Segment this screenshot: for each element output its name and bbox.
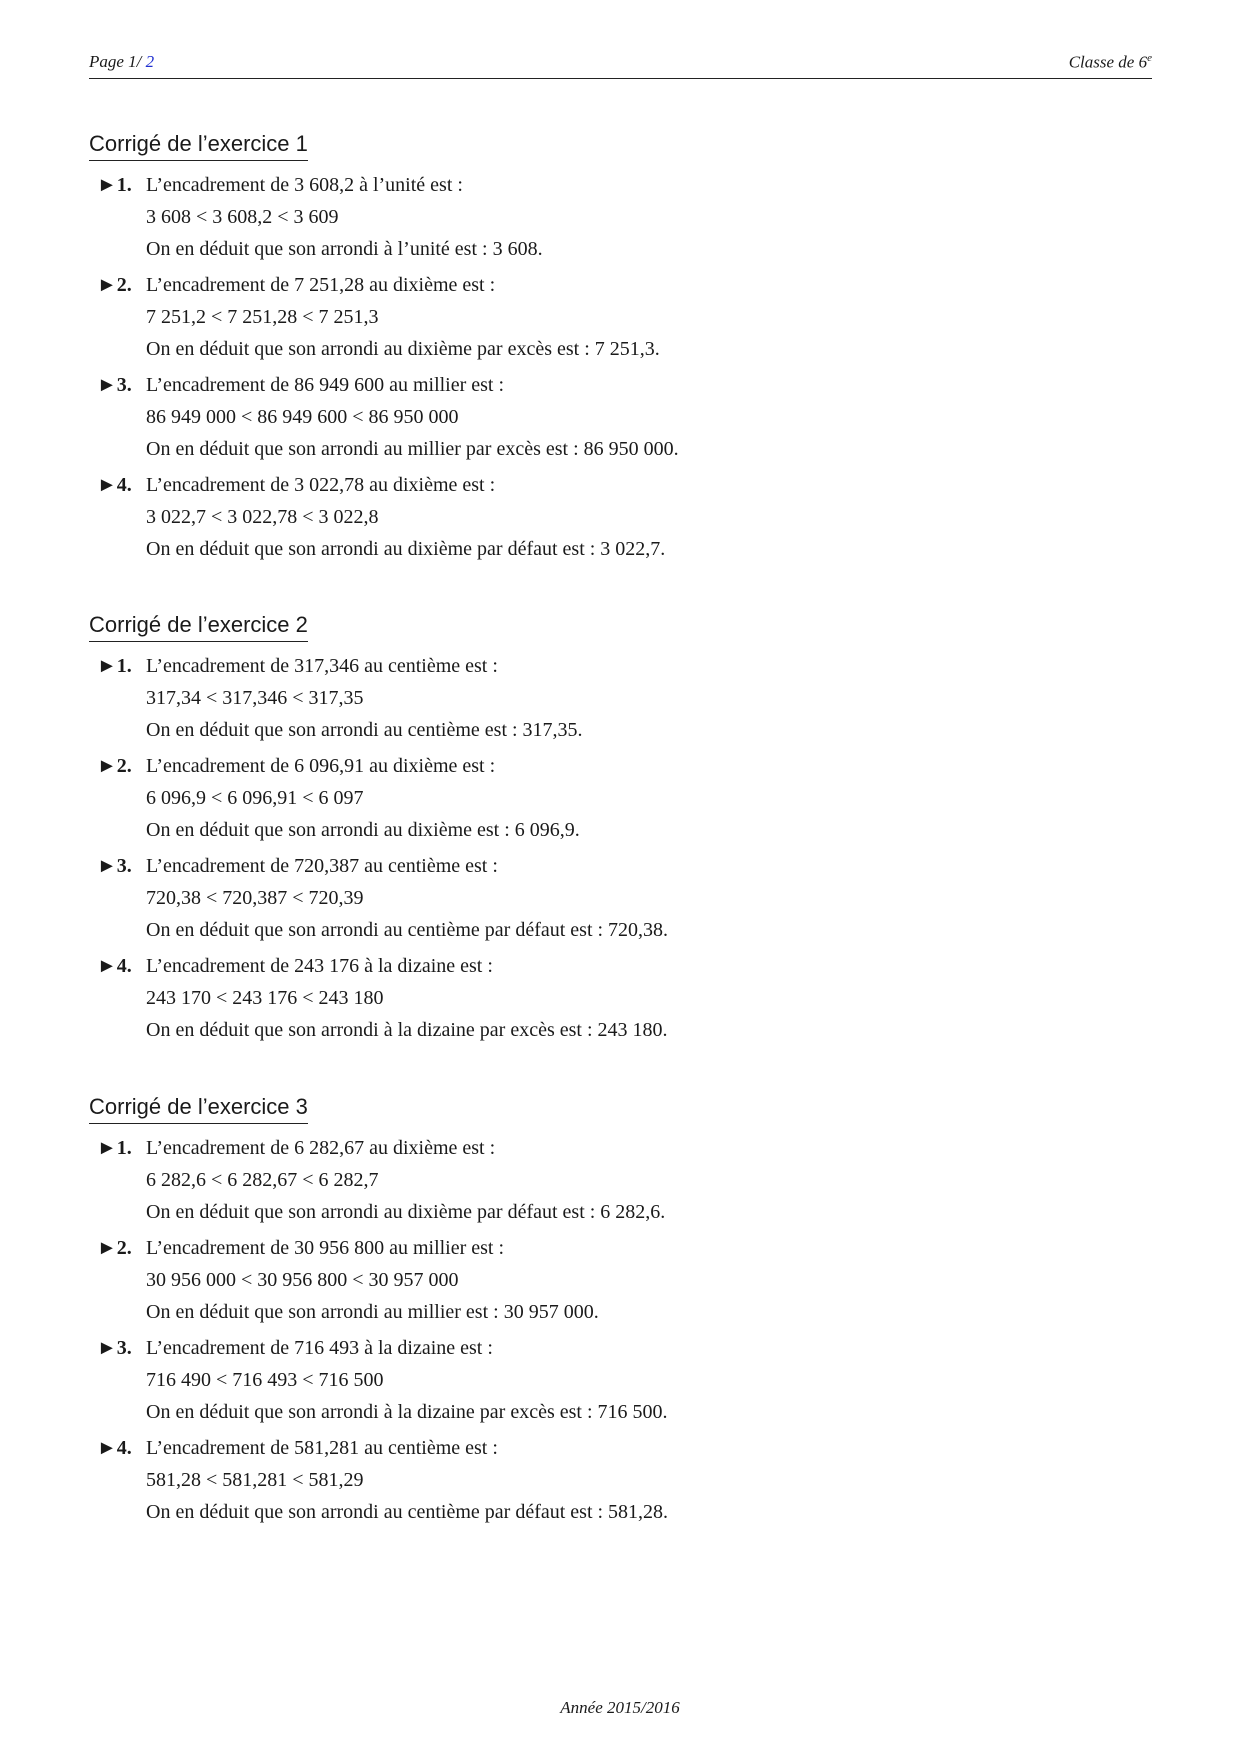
section-title: Corrigé de l’exercice 2 [89, 611, 308, 642]
item-line: 3 608 < 3 608,2 < 3 609 [146, 206, 339, 228]
item-marker: ►1. [97, 655, 132, 677]
item-line: L’encadrement de 7 251,28 au dixième est : [146, 274, 496, 296]
item-marker: ►1. [97, 1137, 132, 1159]
item-line: 581,28 < 581,281 < 581,29 [146, 1469, 364, 1491]
item-marker: ►3. [97, 1337, 132, 1359]
page-total-link[interactable]: 2 [145, 52, 155, 71]
list-item [97, 1232, 1152, 1328]
item-line: On en déduit que son arrondi au centième est : 317,35. [146, 719, 583, 741]
item-line: L’encadrement de 720,387 au centième est : [146, 855, 498, 877]
item-line: 716 490 < 716 493 < 716 500 [146, 1369, 384, 1391]
item-marker: ►4. [97, 1437, 132, 1459]
list-item [97, 269, 1152, 365]
list-item [97, 1432, 1152, 1528]
item-line: 3 022,7 < 3 022,78 < 3 022,8 [146, 506, 379, 528]
list-item [97, 369, 1152, 465]
item-line: L’encadrement de 6 282,67 au dixième est : [146, 1137, 496, 1159]
item-line: On en déduit que son arrondi au centième par défaut est : 581,28. [146, 1501, 669, 1523]
page-number: Page 1/ 2 [89, 52, 155, 71]
list-item [97, 950, 1152, 1046]
item-line: 6 282,6 < 6 282,67 < 6 282,7 [146, 1169, 379, 1191]
list-item [97, 169, 1152, 265]
item-marker: ►4. [97, 474, 132, 496]
item-line: L’encadrement de 6 096,91 au dixième est : [146, 755, 496, 777]
item-line: On en déduit que son arrondi à la dizaine par excès est : 716 500. [146, 1401, 668, 1423]
item-line: L’encadrement de 581,281 au centième est : [146, 1437, 498, 1459]
exercise-section-2 [89, 611, 1152, 1050]
item-line: On en déduit que son arrondi au dixième par défaut est : 3 022,7. [146, 538, 666, 560]
section-title: Corrigé de l’exercice 3 [89, 1093, 308, 1124]
list-item [97, 850, 1152, 946]
exercise-section-3 [89, 1093, 1152, 1532]
item-line: On en déduit que son arrondi à l’unité est : 3 608. [146, 238, 543, 260]
exercise-section-1 [89, 130, 1152, 569]
item-line: L’encadrement de 3 608,2 à l’unité est : [146, 174, 463, 196]
list-item [97, 650, 1152, 746]
section-title: Corrigé de l’exercice 1 [89, 130, 308, 161]
item-line: L’encadrement de 243 176 à la dizaine est : [146, 955, 493, 977]
list-item [97, 750, 1152, 846]
item-line: 6 096,9 < 6 096,91 < 6 097 [146, 787, 364, 809]
item-line: L’encadrement de 30 956 800 au millier est : [146, 1237, 505, 1259]
list-item [97, 1332, 1152, 1428]
item-line: 7 251,2 < 7 251,28 < 7 251,3 [146, 306, 379, 328]
item-marker: ►3. [97, 374, 132, 396]
item-marker: ►1. [97, 174, 132, 196]
item-line: On en déduit que son arrondi au dixième par défaut est : 6 282,6. [146, 1201, 666, 1223]
item-line: On en déduit que son arrondi au dixième est : 6 096,9. [146, 819, 580, 841]
list-item [97, 1132, 1152, 1228]
item-marker: ►2. [97, 274, 132, 296]
item-line: On en déduit que son arrondi au millier par excès est : 86 950 000. [146, 438, 679, 460]
item-line: On en déduit que son arrondi au millier est : 30 957 000. [146, 1301, 599, 1323]
item-line: 720,38 < 720,387 < 720,39 [146, 887, 364, 909]
item-marker: ►3. [97, 855, 132, 877]
item-line: L’encadrement de 317,346 au centième est : [146, 655, 498, 677]
item-line: On en déduit que son arrondi au centième par défaut est : 720,38. [146, 919, 669, 941]
item-line: L’encadrement de 86 949 600 au millier est : [146, 374, 505, 396]
item-marker: ►2. [97, 1237, 132, 1259]
page-footer: Année 2015/2016 [560, 1698, 680, 1717]
item-marker: ►4. [97, 955, 132, 977]
page-header [89, 50, 1152, 79]
item-line: On en déduit que son arrondi à la dizaine par excès est : 243 180. [146, 1019, 668, 1041]
item-line: L’encadrement de 3 022,78 au dixième est : [146, 474, 496, 496]
item-line: 317,34 < 317,346 < 317,35 [146, 687, 364, 709]
item-line: 86 949 000 < 86 949 600 < 86 950 000 [146, 406, 459, 428]
class-label: Classe de 6e [1068, 52, 1152, 72]
item-line: On en déduit que son arrondi au dixième par excès est : 7 251,3. [146, 338, 660, 360]
item-line: 30 956 000 < 30 956 800 < 30 957 000 [146, 1269, 459, 1291]
item-marker: ►2. [97, 755, 132, 777]
item-line: L’encadrement de 716 493 à la dizaine est : [146, 1337, 493, 1359]
item-line: 243 170 < 243 176 < 243 180 [146, 987, 384, 1009]
list-item [97, 469, 1152, 565]
